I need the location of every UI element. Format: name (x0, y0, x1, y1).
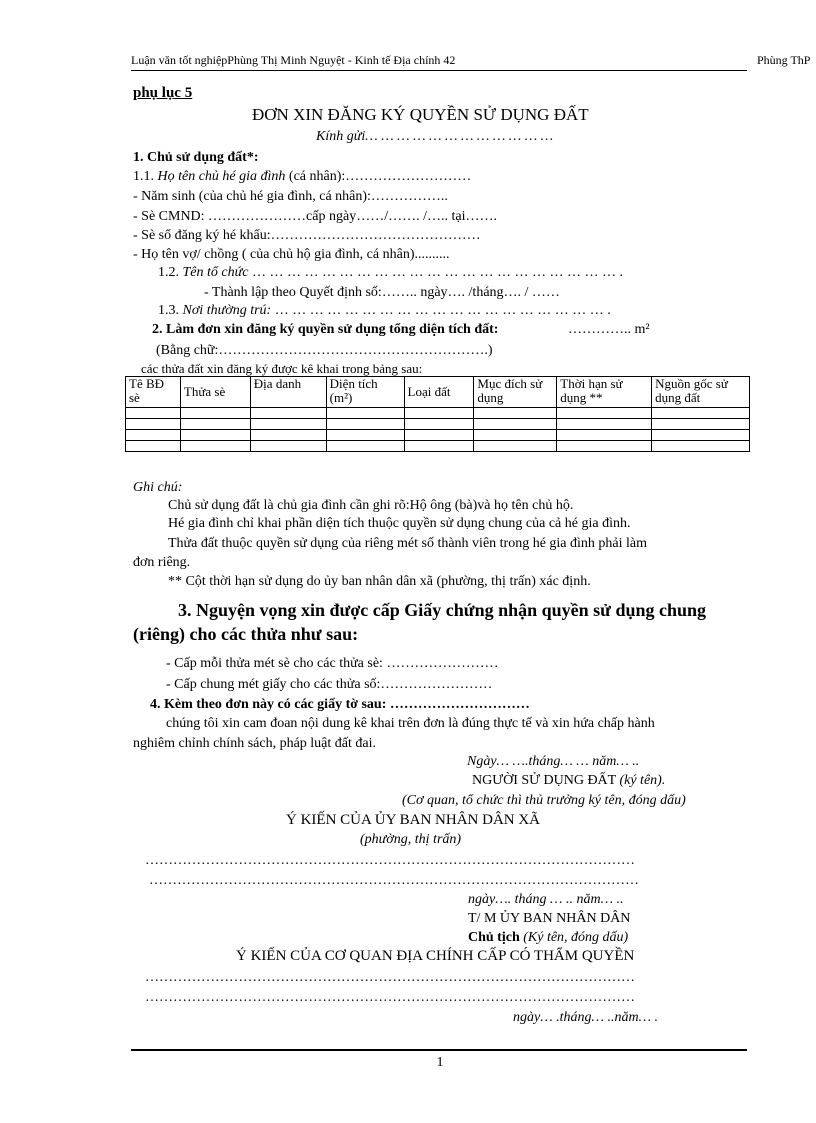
page-number: 1 (436, 1055, 444, 1070)
applicant-signature (472, 773, 665, 789)
note-line-2: Hé gia đình chỉ khai phần diện tích thuộc quyền sử dụng chung của cả hé gia đình. (168, 516, 631, 531)
col-header-map: Tê BĐ sè (126, 377, 181, 408)
note-line-1: Chủ sử dụng đất là chủ gia đình cần ghi rõ:Hộ ông (bà)và họ tên chủ hộ. (168, 498, 574, 513)
established-line: - Thành lập theo Quyết định số:…….. ngày…. /tháng…. / …… (204, 285, 560, 300)
table-cell (474, 430, 557, 441)
table-row (126, 430, 750, 441)
col-header-duration: Thời hạn sử dụng ** (557, 377, 652, 408)
table-cell (250, 441, 326, 452)
running-header-left: Luận văn tốt nghiệpPhùng Thị Minh Nguyệt - Kinh tế Địa chính 42 (131, 53, 456, 67)
authority-dots-2: …………………………………………………………………………………………… (145, 990, 635, 1005)
organization-note: (Cơ quan, tổ chức thì thủ trưởng ký tên, đóng dấu) (402, 793, 686, 808)
table-cell (126, 419, 181, 430)
note-line-3a: Thửa đất thuộc quyền sử dụng của riêng mét số thành viên trong hé gia đình phải làm (168, 536, 648, 551)
line-1-2-rest: … … … … … … … … … … … … … … … … … … … … … . (251, 265, 623, 280)
section3-line-1: 3. Nguyện vọng xin được cấp Giấy chứng nhận quyền sử dụng chung (178, 600, 707, 620)
table-cell (180, 408, 250, 419)
table-cell (557, 419, 652, 430)
col-header-land-type: Loại đất (404, 377, 474, 408)
parcel-table (125, 376, 750, 452)
table-row (126, 419, 750, 430)
appendix-label: phụ lục 5 (133, 85, 193, 101)
table-cell (126, 408, 181, 419)
col-header-origin: Nguồn gốc sử dụng đất (652, 377, 750, 408)
col-header-parcel: Thửa sè (180, 377, 250, 408)
household-book-line: - Sè sổ đăng ký hé khẩu:……………………………………… (133, 228, 481, 243)
table-cell (474, 441, 557, 452)
table-cell (404, 419, 474, 430)
spouse-line: - Họ tên vợ/ chồng ( của chủ hộ gia đình, cá nhân).......... (133, 247, 450, 262)
line-1-1 (133, 169, 471, 185)
footer-rule (131, 1049, 747, 1051)
running-header-right: Phùng ThP (757, 53, 811, 67)
col-header-place: Địa danh (250, 377, 326, 408)
in-words-line: (Bằng chữ:………………………………………………….) (156, 343, 493, 358)
table-cell (404, 430, 474, 441)
table-cell (126, 441, 181, 452)
line-1-3-label: Nơi thường trú: (182, 303, 272, 318)
table-cell (326, 408, 404, 419)
table-cell (404, 441, 474, 452)
table-cell (326, 419, 404, 430)
table-row (126, 408, 750, 419)
line-1-2 (158, 265, 623, 281)
line-1-1-prefix: 1.1. (133, 169, 154, 184)
table-row (126, 441, 750, 452)
line-1-1-label: Họ tên chủ hé gia đình (157, 169, 286, 184)
chair-note: (Ký tên, đóng dấu) (523, 930, 629, 945)
note-line-4: ** Cột thời hạn sử dụng do ủy ban nhân dân xã (phường, thị trấn) xác định. (168, 574, 591, 589)
table-cell (652, 441, 750, 452)
table-cell (652, 408, 750, 419)
commune-heading: Ý KIẾN CỦA ỦY BAN NHÂN DÂN XÃ (286, 812, 541, 828)
applicant-sign-note: (ký tên). (619, 773, 666, 788)
header-rule (131, 70, 747, 71)
commune-date: ngày…. tháng … .. năm… .. (468, 892, 624, 907)
table-cell (326, 441, 404, 452)
line-1-2-prefix: 1.2. (158, 265, 179, 280)
section1-heading: 1. Chủ sử dụng đất*: (133, 150, 259, 165)
table-intro: các thửa đất xin đăng ký được kê khai trong bảng sau: (141, 361, 423, 376)
id-number-line: - Sè CMND: …………………cấp ngày……/……. /….. tại……. (133, 209, 497, 224)
table-cell (180, 430, 250, 441)
line-1-3 (158, 303, 611, 319)
table-cell (180, 419, 250, 430)
chair-label: Chủ tịch (468, 930, 520, 945)
table-cell (250, 430, 326, 441)
line-1-3-prefix: 1.3. (158, 303, 179, 318)
commune-subheading: (phường, thị trấn) (360, 832, 462, 847)
table-cell (557, 441, 652, 452)
table-cell (652, 430, 750, 441)
table-cell (250, 408, 326, 419)
section3-option-2: - Cấp chung mét giấy cho các thửa số:…………………… (166, 677, 493, 692)
authority-dots-1: …………………………………………………………………………………………… (145, 970, 635, 985)
table-cell (126, 430, 181, 441)
applicant-date: Ngày… ….tháng… … năm… .. (467, 754, 640, 769)
commune-chair (468, 930, 628, 946)
section3-option-1: - Cấp mỗi thửa mét sè cho các thửa sè: …………………… (166, 656, 499, 671)
birth-year-line: - Năm sinh (của chủ hé gia đình, cá nhân):…………….. (133, 189, 448, 204)
table-cell (652, 419, 750, 430)
line-1-3-rest: … … … … … … … … … … … … … … … … … … … . (274, 303, 611, 318)
section2-heading: 2. Làm đơn xin đăng ký quyền sử dụng tổng diện tích đất: (152, 322, 499, 337)
table-cell (250, 419, 326, 430)
section2-value: ………….. m² (568, 322, 650, 337)
table-cell (404, 408, 474, 419)
line-1-1-rest: (cá nhân):……………………… (288, 169, 472, 184)
greeting: Kính gửi… … … … … … … … … … … … (316, 129, 554, 144)
commune-on-behalf: T/ M ỦY BAN NHÂN DÂN (468, 911, 631, 926)
note-line-3b: đơn riêng. (133, 555, 191, 570)
col-header-purpose: Mục đích sử dụng (474, 377, 557, 408)
authority-heading: Ý KIẾN CỦA CƠ QUAN ĐỊA CHÍNH CẤP CÓ THẨM QUYỀN (236, 948, 635, 964)
table-cell (557, 408, 652, 419)
section4-heading: 4. Kèm theo đơn này có các giấy tờ sau: ………………………… (150, 697, 530, 712)
table-header-row (126, 377, 750, 408)
table-cell (474, 408, 557, 419)
notes-heading: Ghi chú: (133, 480, 183, 495)
commune-dots-1: …………………………………………………………………………………………… (145, 853, 635, 868)
commitment-line-1: chúng tôi xin cam đoan nội dung kê khai trên đơn là đúng thực tế và xin hứa chấp hành (166, 716, 655, 731)
commitment-line-2: nghiêm chỉnh chính sách, pháp luật đất đai. (133, 736, 376, 751)
commune-dots-2: …………………………………………………………………………………………… (149, 873, 639, 888)
page-title: ĐƠN XIN ĐĂNG KÝ QUYỀN SỬ DỤNG ĐẤT (252, 105, 589, 124)
authority-date: ngày… .tháng… ..năm… . (513, 1010, 659, 1025)
table-cell (180, 441, 250, 452)
line-1-2-label: Tên tổ chức (182, 265, 249, 280)
applicant-label: NGƯỜI SỬ DỤNG ĐẤT (472, 773, 616, 788)
table-cell (557, 430, 652, 441)
section3-line-2: (riêng) cho các thửa như sau: (133, 624, 359, 644)
table-cell (474, 419, 557, 430)
col-header-area: Diện tích (m²) (326, 377, 404, 408)
table-cell (326, 430, 404, 441)
